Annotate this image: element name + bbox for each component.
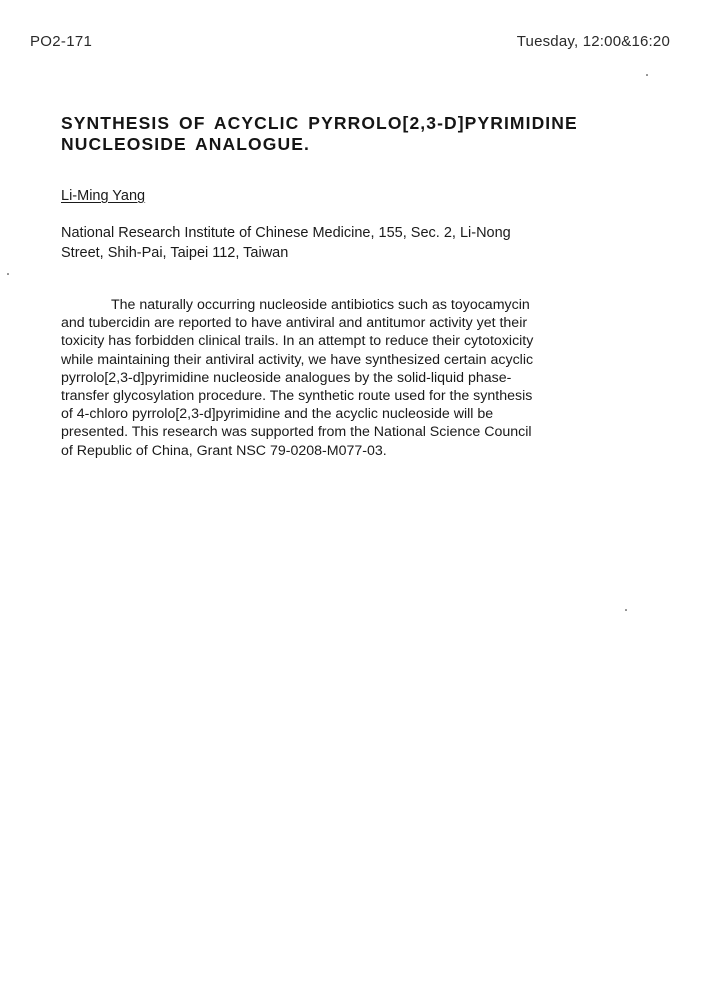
- abstract-line: toxicity has forbidden clinical trails. In an attempt to reduce their cytotoxicity: [61, 333, 534, 350]
- affiliation-line-2: Street, Shih-Pai, Taipei 112, Taiwan: [61, 244, 289, 261]
- affiliation-line-1: National Research Institute of Chinese Medicine, 155, Sec. 2, Li-Nong: [61, 225, 511, 241]
- abstract-line: pyrrolo[2,3-d]pyrimidine nucleoside analogues by the solid-liquid phase-: [61, 369, 512, 386]
- scan-speck: [7, 273, 9, 275]
- session-schedule: Tuesday, 12:00&16:20: [516, 33, 670, 50]
- abstract-line: and tubercidin are reported to have antiviral and antitumor activity yet their: [61, 315, 528, 332]
- title-line-2: NUCLEOSIDE ANALOGUE.: [61, 134, 310, 154]
- abstract-body: [61, 296, 646, 460]
- abstract-line: of Republic of China, Grant NSC 79-0208-M077-03.: [61, 442, 387, 459]
- abstract-line: transfer glycosylation procedure. The synthetic route used for the synthesis: [61, 388, 533, 405]
- abstract-line: of 4-chloro pyrrolo[2,3-d]pyrimidine and the acyclic nucleoside will be: [61, 406, 494, 423]
- abstract-line: The naturally occurring nucleoside antibiotics such as toyocamycin: [111, 297, 530, 313]
- abstract-line: while maintaining their antiviral activity, we have synthesized certain acyclic: [61, 351, 534, 368]
- abstract-code: PO2-171: [30, 33, 93, 50]
- scan-speck: [646, 74, 648, 76]
- abstract-title: [61, 113, 651, 155]
- author-affiliation: [61, 224, 621, 263]
- abstract-line: presented. This research was supported from the National Science Council: [61, 424, 532, 441]
- scan-speck: [625, 609, 627, 611]
- title-line-1: SYNTHESIS OF ACYCLIC PYRROLO[2,3-D]PYRIMIDINE: [61, 113, 578, 133]
- author-name: Li-Ming Yang: [61, 188, 146, 204]
